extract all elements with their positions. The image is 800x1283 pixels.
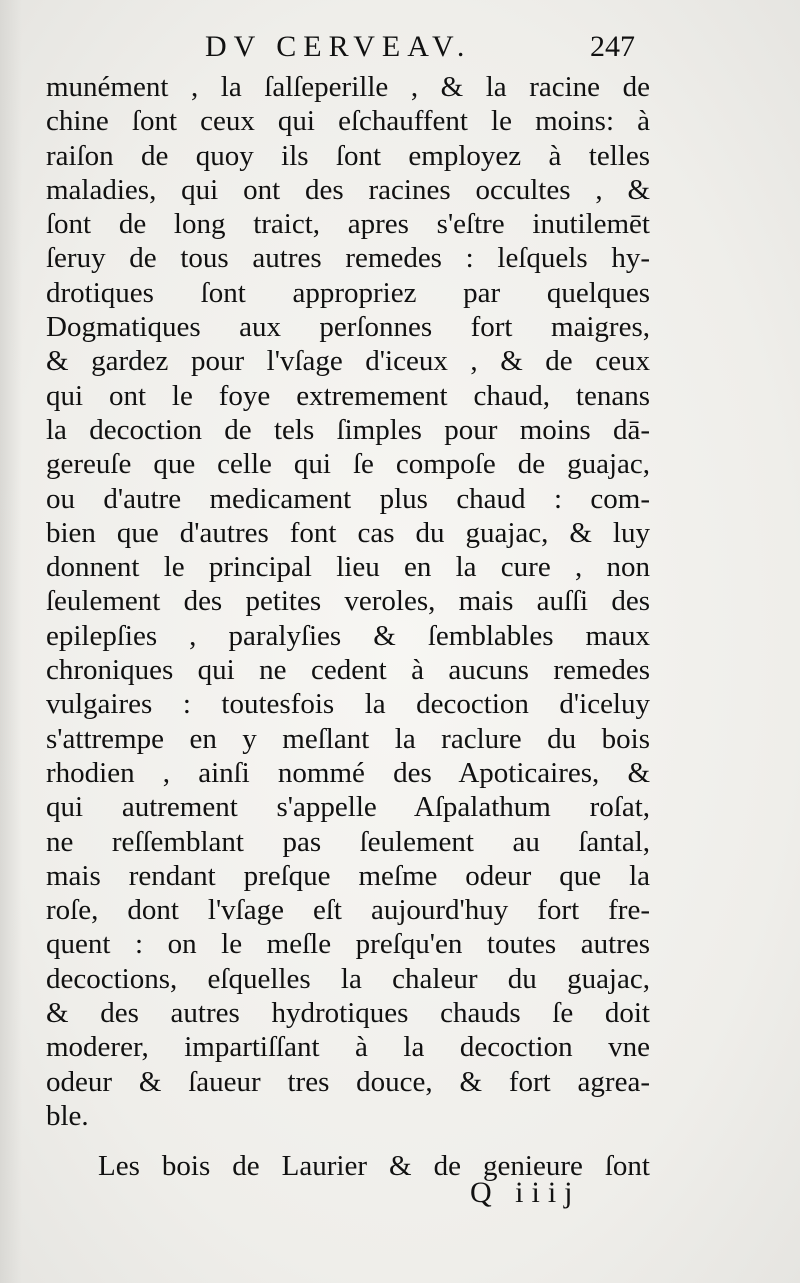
text-line: maladies, qui ont des racines occultes , & [46,173,650,206]
text-line: quent : on le meſle preſqu'en toutes autres [46,928,650,961]
text-line: epilepſies , paralyſies & ſemblables maux [46,619,650,652]
text-line: chine ſont ceux qui eſchauffent le moins: à [46,105,650,138]
text-line: raiſon de quoy ils ſont employez à telles [46,139,650,172]
text-line: moderer, impartiſſant à la decoction vne [46,1031,650,1064]
text-line: & des autres hydrotiques chauds ſe doit [46,997,650,1030]
paragraph-start-line: Les bois de Laurier & de genieure ſont [98,1150,650,1183]
text-line: ble. [46,1099,89,1132]
text-line: & gardez pour l'vſage d'iceux , & de ceux [46,345,650,378]
text-line: bien que d'autres font cas du guajac, & luy [46,516,650,549]
text-line: la decoction de tels ſimples pour moins dā- [46,413,650,446]
running-head: DV CERVEAV. [205,30,472,63]
text-line: odeur & ſaueur tres douce, & fort agrea- [46,1065,650,1098]
paragraph-gap [46,1133,650,1149]
text-line: roſe, dont l'vſage eſt aujourd'huy fort fre- [46,894,650,927]
text-line: qui autrement s'appelle Aſpalathum roſat, [46,791,650,824]
text-line: decoctions, eſquelles la chaleur du guajac, [46,962,650,995]
text-line: gereuſe que celle qui ſe compoſe de guajac, [46,448,650,481]
text-line: munément , la ſalſeperille , & la racine de [46,71,650,103]
text-line: ne reſſemblant pas ſeulement au ſantal, [46,825,650,858]
text-line: ſeulement des petites veroles, mais auſſi des [46,585,650,618]
text-line: Dogmatiques aux perſonnes fort maigres, [46,311,650,344]
body-text [46,70,650,1184]
binding-shadow [0,0,22,1283]
text-line: mais rendant preſque meſme odeur que la [46,859,650,892]
text-line: ſont de long traict, apres s'eſtre inutilemēt [46,208,650,241]
text-line: vulgaires : toutesfois la decoction d'iceluy [46,688,650,721]
text-line: drotiques ſont appropriez par quelques [46,276,650,309]
page-header [195,30,635,70]
text-line: ou d'autre medicament plus chaud : com- [46,482,650,515]
signature-mark: Q iiij [470,1176,581,1209]
text-line: chroniques qui ne cedent à aucuns remedes [46,654,650,687]
text-line: ſeruy de tous autres remedes : leſquels hy- [46,242,650,275]
text-line: qui ont le foye extremement chaud, tenans [46,379,650,412]
text-line: donnent le principal lieu en la cure , non [46,551,650,584]
page-number: 247 [590,30,635,63]
text-line: s'attrempe en y meſlant la raclure du bois [46,722,650,755]
text-line: rhodien , ainſi nommé des Apoticaires, & [46,756,650,789]
